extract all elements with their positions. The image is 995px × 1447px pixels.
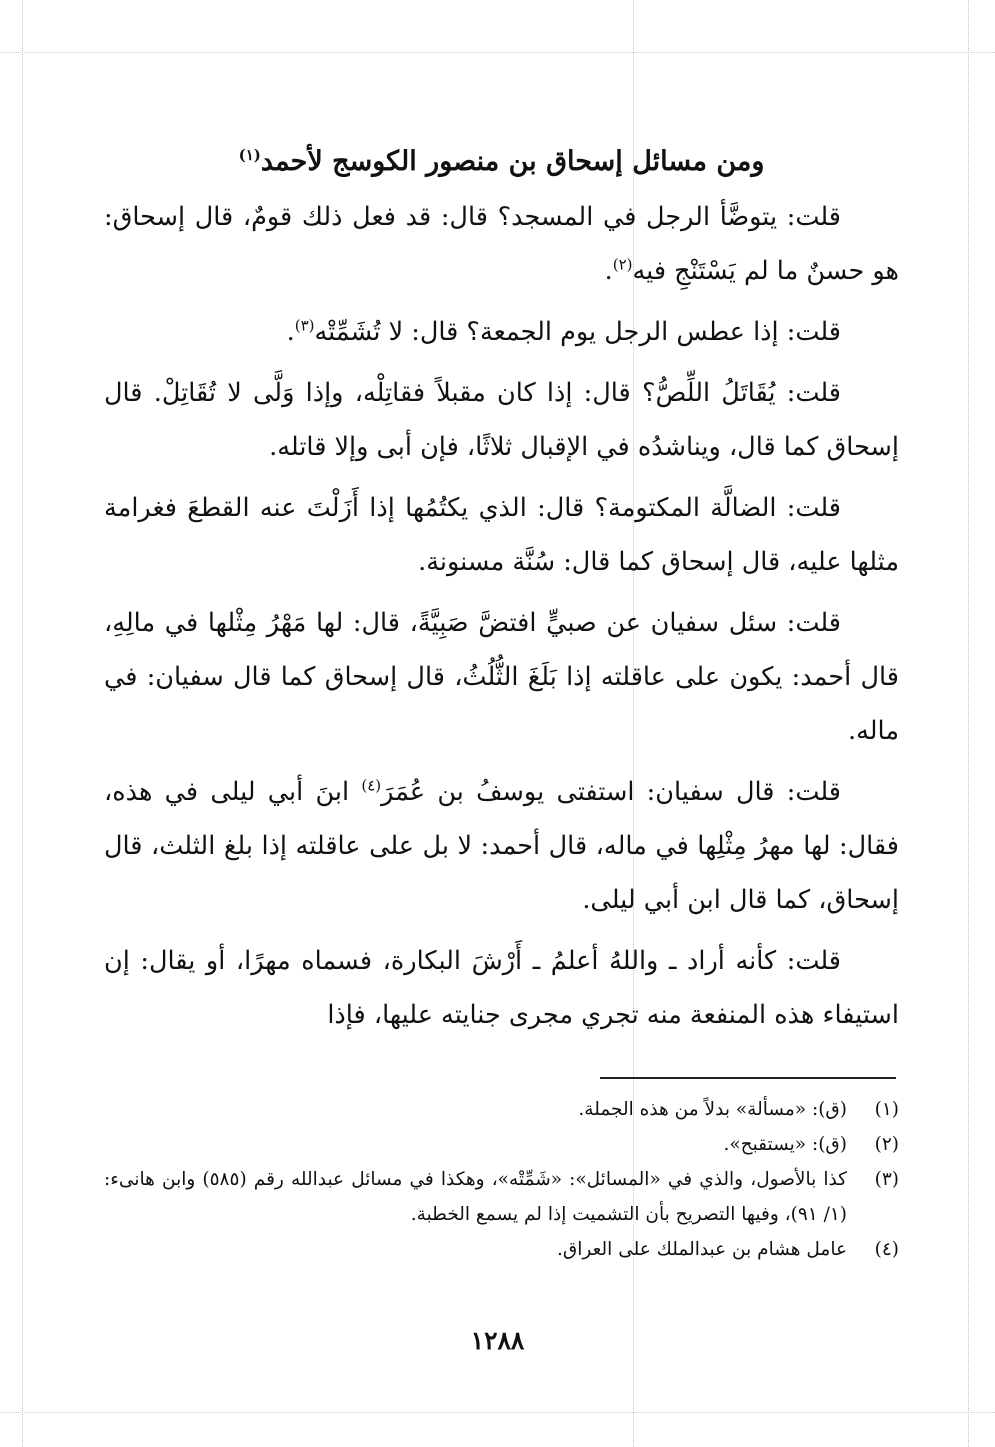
footnote-text: (ق): «مسألة» بدلاً من هذه الجملة.	[578, 1099, 847, 1120]
page-number: ١٢٨٨	[470, 1326, 525, 1355]
paragraph-text: قلت: قال سفيان: استفتى يوسفُ بن عُمَرَ	[381, 777, 841, 807]
paragraph-text: قلت: الضالَّة المكتومة؟ قال: الذي يكتُمُها إذا أَزَلْتَ عنه القطعَ فغرامة مثلها عليه، قال إسحاق كما قال: سُنَّة مسنونة.	[104, 493, 899, 577]
footnote-text: (ق): «يستقبح».	[723, 1134, 847, 1155]
footnote	[104, 1162, 899, 1232]
footnote-number: (٤)	[874, 1239, 899, 1260]
footnote	[104, 1092, 899, 1127]
paragraph	[104, 934, 899, 1042]
footnote	[104, 1127, 899, 1162]
paragraph	[104, 305, 899, 359]
footnote	[104, 1232, 899, 1267]
paragraph-text: قلت: يُقَاتَلُ اللِّصُّ؟ قال: إذا كان مقبلاً فقاتِلْه، وإذا وَلَّى لا تُقَاتِلْ. قال إسحاق كما قال، ويناشدُه في الإقبال ثلاثًا، فإن أبى وإلا قاتله.	[104, 378, 899, 462]
footnote-number: (٢)	[874, 1134, 899, 1155]
footnote-marker: (٤)	[361, 776, 382, 795]
footnotes	[104, 1092, 899, 1267]
paragraph-text: قلت: يتوضَّأ الرجل في المسجد؟ قال: قد فعل ذلك قومٌ، قال إسحاق: هو حسنٌ ما لم يَسْتَنْجِ فيه	[104, 202, 899, 286]
paragraph	[104, 190, 899, 298]
paragraph	[104, 366, 899, 474]
footnote-text: كذا بالأصول، والذي في «المسائل»: «شَمِّتْه»، وهكذا في مسائل عبدالله رقم (٥٨٥) وابن هانىء: (١/ ٩١)، وفيها التصريح بأن التشميت إذا لم يسمع الخطبة.	[104, 1169, 847, 1225]
footnote-number: (٣)	[874, 1169, 899, 1190]
paragraph	[104, 596, 899, 758]
footnote-marker: (٣)	[294, 316, 315, 335]
paragraph-tail: ابنَ أبي ليلى في هذه، فقال: لها مهرُ مِثْلِها في ماله، قال أحمد: لا بل على عاقلته إذا بلغ الثلث، قال إسحاق، كما قال ابن أبي ليلى.	[104, 777, 899, 915]
paragraph-text: قلت: كأنه أراد ـ واللهُ أعلمُ ـ أَرْشَ البكارة، فسماه مهرًا، أو يقال: إن استيفاء هذه المنفعة منه تجري مجرى جنايته عليها، فإذا	[104, 946, 899, 1030]
paragraph-tail: .	[286, 317, 295, 347]
paragraph	[104, 481, 899, 589]
paragraph-text: قلت: سئل سفيان عن صبيٍّ افتضَّ صَبِيَّةً، قال: لها مَهْرُ مِثْلها في مالِهِ، قال أحمد: يكون على عاقلته إذا بَلَغَ الثُّلُثُ، قال إسحاق كما قال سفيان: في ماله.	[104, 608, 899, 746]
page-title	[104, 138, 899, 186]
paragraph-text: قلت: إذا عطس الرجل يوم الجمعة؟ قال: لا تُشَمِّتْه	[314, 317, 841, 347]
paragraph-tail: .	[604, 256, 613, 286]
footnote-marker: (١)	[238, 146, 261, 164]
footnote-marker: (٢)	[612, 255, 633, 274]
scan-artifact-line	[968, 0, 969, 1447]
scan-artifact-line	[0, 1412, 995, 1413]
scan-artifact-line	[22, 0, 23, 1447]
paragraph	[104, 765, 899, 927]
footnote-text: عامل هشام بن عبدالملك على العراق.	[557, 1239, 847, 1260]
main-text	[104, 138, 899, 1049]
title-text: ومن مسائل إسحاق بن منصور الكوسج لأحمد	[260, 146, 765, 177]
scan-artifact-line	[0, 52, 995, 53]
footnote-number: (١)	[874, 1099, 899, 1120]
footnote-separator	[600, 1077, 896, 1079]
